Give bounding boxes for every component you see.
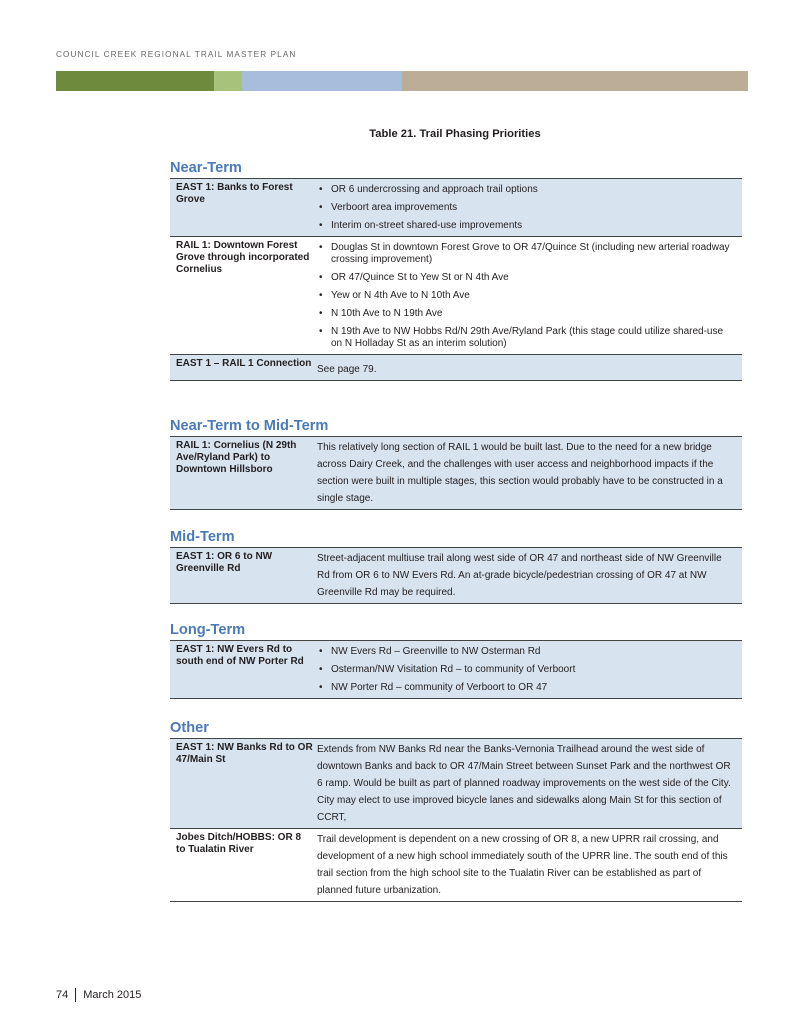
table-row <box>170 437 742 510</box>
phasing-table <box>170 640 742 699</box>
description-text: Trail development is dependent on a new crossing of OR 8, a new UPRR rail crossing, and development of a new high school immediately south of the UPRR line. The south end of this trail section from the high school site to the Tualatin River can be established as part of planned future urbanization. <box>317 834 728 896</box>
list-item: • N 10th Ave to N 19th Ave <box>317 308 736 320</box>
table-row <box>170 641 742 699</box>
list-item: • Yew or N 4th Ave to N 10th Ave <box>317 290 736 302</box>
description-text: This relatively long section of RAIL 1 would be built last. Due to the need for a new bridge across Dairy Creek, and the challenges with user access and neighborhood impacts if the section were built in multiple stages, this section would probably have to be constructed in a single stage. <box>317 442 723 504</box>
section-heading: Near-Term to Mid-Term <box>170 418 329 434</box>
list-item: • Verboort area improvements <box>317 202 736 214</box>
segment-name: RAIL 1: Downtown Forest Grove through incorporated Cornelius <box>176 240 310 275</box>
list-item: • OR 47/Quince St to Yew St or N 4th Ave <box>317 272 736 284</box>
section-near-term <box>170 159 742 381</box>
section-heading: Long-Term <box>170 622 246 638</box>
list-item: • Interim on-street shared-use improvements <box>317 220 736 232</box>
table-row <box>170 237 742 355</box>
section-long-term <box>170 621 742 699</box>
page-number: 74 <box>56 988 69 1001</box>
footer-date: March 2015 <box>83 988 142 1001</box>
color-bar-light-green <box>214 71 242 91</box>
section-near-to-mid-term <box>170 417 742 510</box>
segment-name: EAST 1: Banks to Forest Grove <box>176 182 293 205</box>
section-other <box>170 719 742 902</box>
phasing-table <box>170 547 742 604</box>
list-item: • NW Evers Rd – Greenville to NW Osterman Rd <box>317 646 736 658</box>
phasing-table <box>170 178 742 381</box>
table-title: Table 21. Trail Phasing Priorities <box>369 128 541 140</box>
footer-separator <box>75 988 76 1002</box>
segment-name: EAST 1: NW Evers Rd to south end of NW Porter Rd <box>176 644 304 667</box>
bullet-list <box>317 242 736 350</box>
running-header: COUNCIL CREEK REGIONAL TRAIL MASTER PLAN <box>56 50 297 59</box>
phasing-table <box>170 436 742 510</box>
list-item: • Douglas St in downtown Forest Grove to OR 47/Quince St (including new arterial roadway crossing improvement) <box>317 242 736 266</box>
list-item: • N 19th Ave to NW Hobbs Rd/N 29th Ave/Ryland Park (this stage could utilize shared-use on N Holladay St as an interim solution) <box>317 326 736 350</box>
section-heading: Other <box>170 720 209 736</box>
segment-name: EAST 1: NW Banks Rd to OR 47/Main St <box>176 742 313 765</box>
bullet-list <box>317 184 736 232</box>
color-bar-tan <box>402 71 748 91</box>
phasing-table <box>170 738 742 902</box>
color-bar-light-blue <box>242 71 402 91</box>
section-mid-term <box>170 528 742 604</box>
segment-name: EAST 1: OR 6 to NW Greenville Rd <box>176 551 273 574</box>
section-heading: Near-Term <box>170 160 242 176</box>
section-heading: Mid-Term <box>170 529 235 545</box>
page-footer <box>56 988 141 1002</box>
list-item: • OR 6 undercrossing and approach trail options <box>317 184 736 196</box>
table-row <box>170 355 742 381</box>
description-text: Street-adjacent multiuse trail along west side of OR 47 and northeast side of NW Greenville Rd from OR 6 to NW Evers Rd. An at-grade bicycle/pedestrian crossing of OR 47 at NW Greenville Rd may be required. <box>317 553 722 598</box>
table-row <box>170 179 742 237</box>
bullet-list <box>317 646 736 694</box>
table-row <box>170 829 742 902</box>
header-color-bar <box>56 71 748 91</box>
table-row <box>170 548 742 604</box>
description-text: See page 79. <box>317 364 377 375</box>
list-item: • NW Porter Rd – community of Verboort to OR 47 <box>317 682 736 694</box>
table-row <box>170 739 742 829</box>
segment-name: EAST 1 – RAIL 1 Connection <box>176 358 312 369</box>
color-bar-dark-green <box>56 71 214 91</box>
segment-name: RAIL 1: Cornelius (N 29th Ave/Ryland Park) to Downtown Hillsboro <box>176 440 297 475</box>
segment-name: Jobes Ditch/HOBBS: OR 8 to Tualatin River <box>176 832 302 855</box>
description-text: Extends from NW Banks Rd near the Banks-Vernonia Trailhead around the west side of downtown Banks and back to OR 47/Main Street between Sunset Park and the northwest OR 6 ramp. Would be built as part of planned roadway improvements on the west side of the City. City may elect to use improved bicycle lanes and sidewalks along Main St for this section of CCRT, <box>317 744 731 823</box>
list-item: • Osterman/NW Visitation Rd – to community of Verboort <box>317 664 736 676</box>
